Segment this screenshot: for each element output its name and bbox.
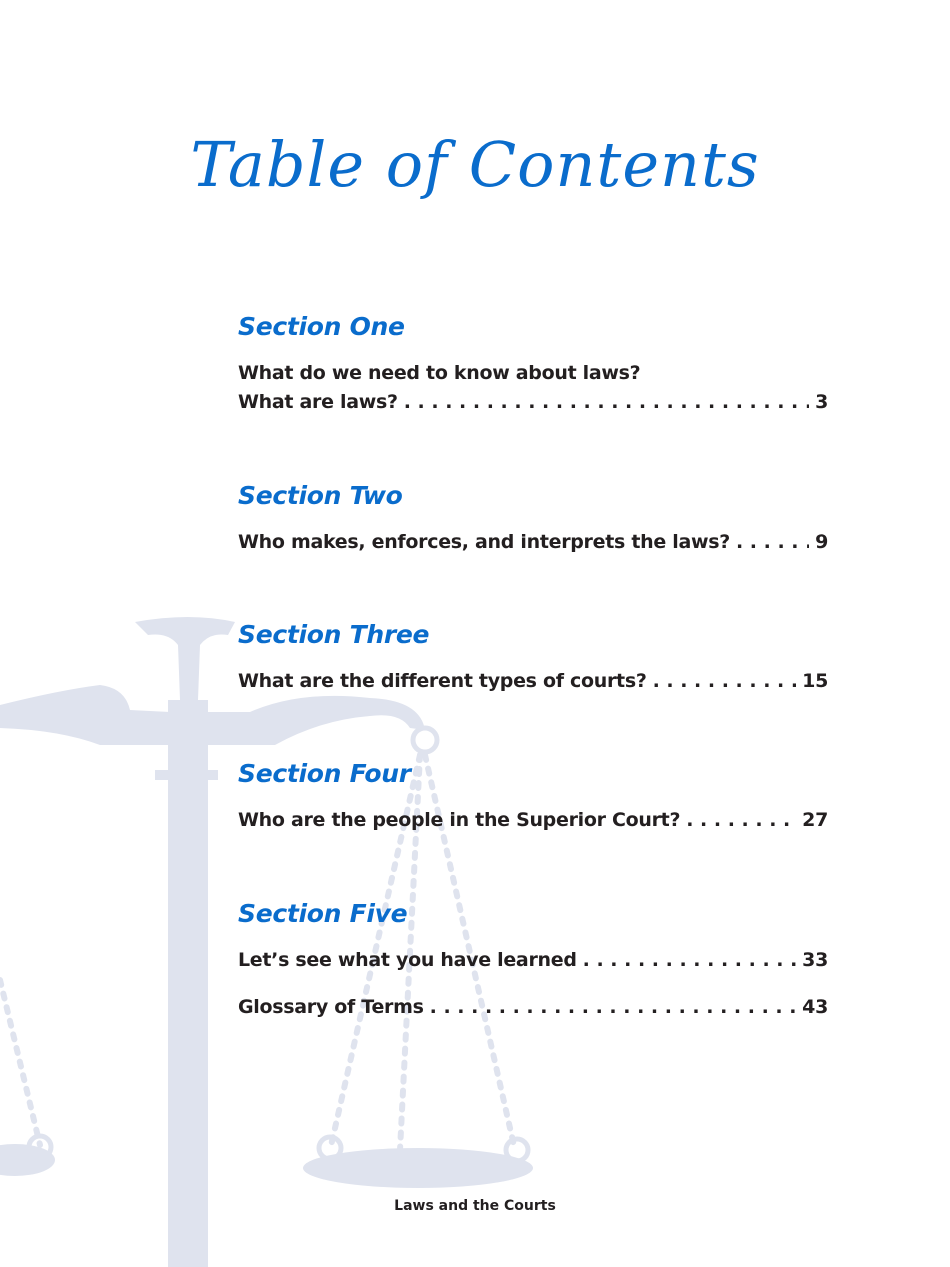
dot-leader bbox=[686, 806, 796, 835]
section-four bbox=[238, 759, 828, 835]
toc-entry[interactable] bbox=[238, 359, 828, 388]
toc-entry[interactable] bbox=[238, 993, 828, 1022]
section-one bbox=[238, 312, 828, 417]
toc-entry[interactable] bbox=[238, 388, 828, 417]
section-heading: Section Four bbox=[238, 759, 411, 788]
section-heading: Section Two bbox=[238, 481, 403, 510]
toc-entry[interactable] bbox=[238, 528, 828, 557]
toc-entry[interactable] bbox=[238, 806, 828, 835]
entry-page: 33 bbox=[802, 949, 828, 971]
section-three bbox=[238, 620, 828, 696]
entry-page: 15 bbox=[802, 670, 828, 692]
dot-leader bbox=[430, 993, 797, 1022]
page-title: Table of Contents bbox=[190, 128, 760, 201]
section-five bbox=[238, 899, 828, 1022]
section-heading: Section One bbox=[238, 312, 405, 341]
entry-label: What are the different types of courts? bbox=[238, 670, 647, 692]
entry-label: Glossary of Terms bbox=[238, 996, 424, 1018]
entry-page: 3 bbox=[815, 391, 828, 413]
dot-leader bbox=[736, 528, 809, 557]
dot-leader bbox=[404, 388, 809, 417]
section-two bbox=[238, 481, 828, 557]
section-heading: Section Three bbox=[238, 620, 430, 649]
toc-entry[interactable] bbox=[238, 946, 828, 975]
entry-page: 9 bbox=[815, 531, 828, 553]
entry-label: Let’s see what you have learned bbox=[238, 949, 577, 971]
entry-label: Who makes, enforces, and interprets the laws? bbox=[238, 531, 730, 553]
entry-page: 27 bbox=[802, 809, 828, 831]
entry-page: 43 bbox=[802, 996, 828, 1018]
dot-leader bbox=[653, 667, 797, 696]
page-footer: Laws and the Courts bbox=[394, 1198, 556, 1214]
entry-label: What are laws? bbox=[238, 391, 398, 413]
entry-label: Who are the people in the Superior Court? bbox=[238, 809, 681, 831]
entry-label: What do we need to know about laws? bbox=[238, 362, 641, 384]
dot-leader bbox=[583, 946, 797, 975]
section-heading: Section Five bbox=[238, 899, 408, 928]
toc-entry[interactable] bbox=[238, 667, 828, 696]
